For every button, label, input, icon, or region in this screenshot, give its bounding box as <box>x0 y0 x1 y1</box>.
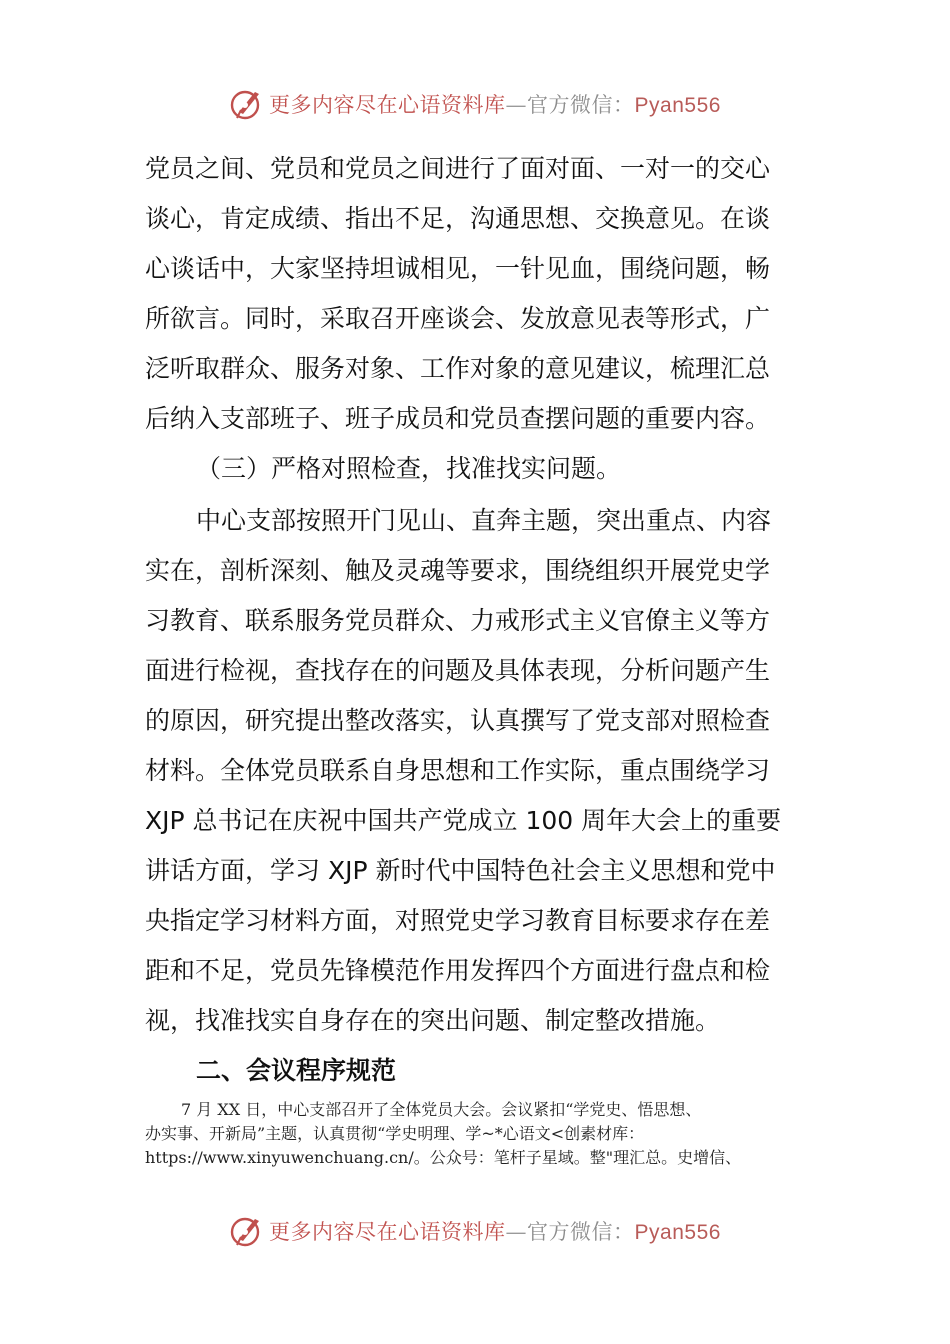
body-line: 所欲言。同时，采取召开座谈会、发放意见表等形式，广 <box>145 304 771 333</box>
small-text-line: 7 月 XX 日，中心支部召开了全体党员大会。会议紧扣“学党史、悟思想、 <box>181 1100 702 1119</box>
body-line: 心谈话中，大家坚持坦诚相见，一针见血，围绕问题，畅 <box>145 254 771 283</box>
body-line: 讲话方面，学习 XJP 新时代中国特色社会主义思想和党中 <box>145 856 776 885</box>
body-line: 泛听取群众、服务对象、工作对象的意见建议，梳理汇总 <box>145 354 771 383</box>
small-text-line: https://www.xinyuwenchuang.cn/。公众号：笔杆子星域。整"理汇总。史增信、 <box>145 1148 742 1167</box>
header-banner <box>0 84 950 124</box>
body-line: 后纳入支部班子、班子成员和党员查摆问题的重要内容。 <box>145 404 771 433</box>
body-line: 的原因，研究提出整改落实，认真撰写了党支部对照检查 <box>145 706 771 735</box>
section-heading: 二、会议程序规范 <box>196 1056 397 1085</box>
banner-wechat-label: 官方微信： <box>527 93 635 117</box>
banner-separator: — <box>505 1220 528 1244</box>
quill-pen-logo-icon <box>229 86 265 122</box>
body-line: 实在，剖析深刻、触及灵魂等要求，围绕组织开展党史学 <box>145 556 771 585</box>
body-line: 材料。全体党员联系自身思想和工作实际，重点围绕学习 <box>145 756 771 785</box>
banner-account: Pyan556 <box>634 1221 721 1244</box>
banner-account: Pyan556 <box>634 94 721 117</box>
small-text-line: 办实事、开新局”主题，认真贯彻“学史明理、学~*心语文<创素材库： <box>145 1124 645 1143</box>
banner-text-group <box>269 1216 721 1246</box>
banner-slogan: 更多内容尽在心语资料库 <box>269 1220 506 1244</box>
banner-text-group <box>269 89 721 119</box>
body-line: 距和不足，党员先锋模范作用发挥四个方面进行盘点和检 <box>145 956 771 985</box>
banner-separator: — <box>505 93 528 117</box>
body-line: 面进行检视，查找存在的问题及具体表现，分析问题产生 <box>145 656 771 685</box>
body-line: 央指定学习材料方面，对照党史学习教育目标要求存在差 <box>145 906 771 935</box>
banner-slogan: 更多内容尽在心语资料库 <box>269 93 506 117</box>
banner-wechat-label: 官方微信： <box>527 1220 635 1244</box>
footer-banner <box>0 1211 950 1251</box>
body-line: 党员之间、党员和党员之间进行了面对面、一对一的交心 <box>145 154 771 183</box>
body-line: XJP 总书记在庆祝中国共产党成立 100 周年大会上的重要 <box>145 806 782 835</box>
quill-pen-logo-icon <box>229 1213 265 1249</box>
body-line: 视，找准找实自身存在的突出问题、制定整改措施。 <box>145 1006 721 1035</box>
body-line: 中心支部按照开门见山、直奔主题，突出重点、内容 <box>196 506 772 535</box>
body-line: 谈心，肯定成绩、指出不足，沟通思想、交换意见。在谈 <box>145 204 771 233</box>
body-line: 习教育、联系服务党员群众、力戒形式主义官僚主义等方 <box>145 606 771 635</box>
subheading: （三）严格对照检查，找准找实问题。 <box>196 454 622 483</box>
